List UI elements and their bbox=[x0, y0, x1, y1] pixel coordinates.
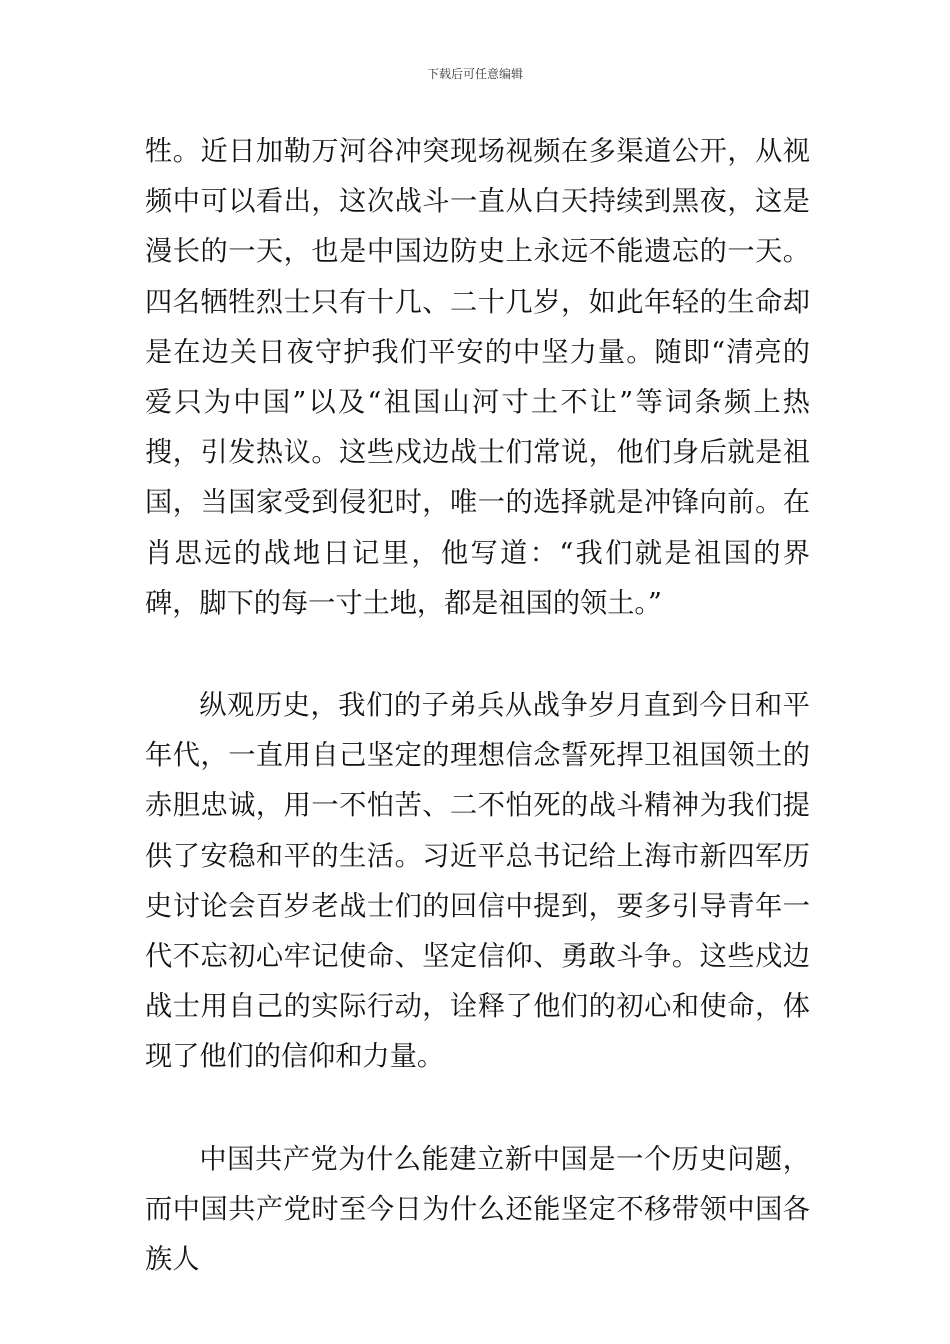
page-header-note: 下载后可任意编辑 bbox=[426, 67, 523, 81]
paragraph-2: 纵观历史，我们的子弟兵从战争岁月直到今日和平年代，一直用自己坚定的理想信念誓死捍卫祖国领土的赤胆忠诚，用一不怕苦、二不怕死的战斗精神为我们提供了安稳和平的生活。习近平总书记给上海市新四军历史讨论会百岁老战士们的回信中提到，要多引导青年一代不忘初心牢记使命、坚定信仰、勇敢斗争。这些戍边战士用自己的实际行动，诠释了他们的初心和使命，体现了他们的信仰和力量。 bbox=[145, 690, 810, 1073]
paragraph-gap bbox=[145, 629, 810, 681]
paragraph-1: 牲。近日加勒万河谷冲突现场视频在多渠道公开，从视频中可以看出，这次战斗一直从白天持续到黑夜，这是漫长的一天，也是中国边防史上永远不能遗忘的一天。四名牺牲烈士只有十几、二十几岁，如此年轻的生命却是在边关日夜守护我们平安的中坚力量。随即“清亮的爱只为中国”以及“祖国山河寸土不让”等词条频上热搜，引发热议。这些戍边战士们常说，他们身后就是祖国，当国家受到侵犯时，唯一的选择就是冲锋向前。在肖思远的战地日记里，他写道：“我们就是祖国的界碑，脚下的每一寸土地，都是祖国的领土。” bbox=[145, 136, 810, 619]
paragraph-3: 中国共产党为什么能建立新中国是一个历史问题，而中国共产党时至今日为什么还能坚定不移带领中国各族人 bbox=[145, 1143, 810, 1276]
document-body bbox=[145, 127, 810, 1285]
paragraph-gap bbox=[145, 1083, 810, 1135]
